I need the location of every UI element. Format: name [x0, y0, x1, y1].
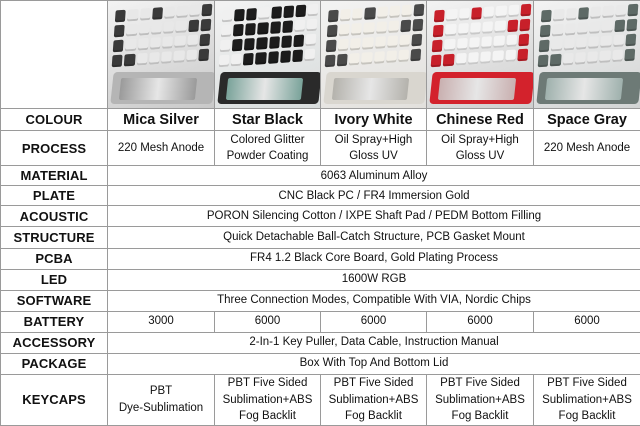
keycap [388, 20, 399, 33]
keycap [553, 9, 564, 22]
spec-value [534, 131, 640, 166]
keycap [410, 49, 421, 62]
spec-value: Box With Top And Bottom Lid [108, 353, 640, 374]
spec-value-line: Powder Coating [226, 150, 309, 163]
keycap [520, 4, 531, 17]
keycap [177, 5, 188, 18]
spec-row-process [1, 131, 640, 166]
keycap [566, 8, 577, 21]
spec-row-acoustic [1, 206, 640, 227]
keycap [538, 55, 549, 68]
keycap [350, 38, 361, 51]
keycap [552, 24, 563, 37]
keycap [268, 51, 279, 64]
colour-name: Chinese Red [427, 109, 534, 131]
spec-value-line: 6000 [360, 315, 387, 328]
keycap [625, 34, 636, 47]
keycap [234, 9, 245, 22]
keycap [187, 35, 198, 48]
corner-cell [1, 1, 108, 109]
spec-value-line: Sublimation+ABS [222, 393, 313, 406]
keycap [456, 38, 467, 51]
keycap [244, 38, 255, 51]
keycap [615, 5, 626, 18]
spec-value-line: Dye-Sublimation [118, 401, 204, 414]
keycap [352, 8, 363, 21]
row-label: COLOUR [1, 109, 108, 131]
keycap [455, 53, 466, 66]
spec-value-line: 220 Mesh Anode [117, 142, 205, 154]
keycap [137, 38, 148, 51]
keycap [577, 22, 588, 35]
keyboard-illustration [427, 1, 533, 108]
keycap [174, 35, 185, 48]
keyboard-illustration [534, 1, 640, 108]
keycap [164, 6, 175, 19]
keycap [136, 53, 147, 66]
keyboard-image [427, 1, 534, 109]
keycap [519, 19, 530, 32]
keycap [280, 50, 291, 63]
keycap [496, 5, 507, 18]
keycap [149, 52, 160, 65]
spec-row-package [1, 353, 640, 374]
spec-value [215, 374, 321, 425]
keycap [400, 20, 411, 33]
keycap [337, 54, 348, 67]
keycap [327, 25, 338, 38]
keycap [599, 50, 610, 63]
spec-value [108, 374, 215, 425]
keycap [413, 4, 424, 17]
keyboard-image [108, 1, 215, 109]
keycap [233, 24, 244, 37]
keycap [246, 8, 257, 21]
keycap [576, 37, 587, 50]
keycap [126, 24, 137, 37]
spec-row-software [1, 290, 640, 311]
spec-value: 6063 Aluminum Alloy [108, 166, 640, 186]
keycap [232, 39, 243, 52]
spec-value [534, 311, 640, 332]
spec-value-line: Fog Backlit [345, 410, 402, 423]
spec-value [321, 311, 427, 332]
spec-value [321, 131, 427, 166]
keycap [328, 10, 339, 23]
row-label: PLATE [1, 186, 108, 206]
keycap [201, 4, 212, 17]
keycap [401, 5, 412, 18]
spec-value-line: PBT [149, 385, 173, 398]
keycap [222, 10, 233, 23]
keycap [221, 25, 232, 38]
keycap [386, 50, 397, 63]
keycap [199, 34, 210, 47]
keycap [127, 9, 138, 22]
spec-row-accessory [1, 332, 640, 353]
keycap [505, 49, 516, 62]
spec-row-plate [1, 186, 640, 206]
keycap [589, 21, 600, 34]
keycap [578, 7, 589, 20]
row-label: PROCESS [1, 131, 108, 166]
keycap [138, 23, 149, 36]
spec-value-line: PBT Five Sided [227, 376, 308, 389]
keycap [271, 6, 282, 19]
spec-value [215, 311, 321, 332]
keycap [590, 6, 601, 19]
keycap [471, 7, 482, 20]
keycap [112, 55, 123, 68]
keycap [434, 10, 445, 23]
keycap [508, 5, 519, 18]
spec-row-led [1, 269, 640, 290]
spec-value-line: Sublimation+ABS [435, 393, 525, 406]
spec-value [534, 374, 640, 425]
spec-value-line: 3000 [148, 315, 174, 328]
keycap [600, 35, 611, 48]
keycap [325, 55, 336, 68]
keycap [376, 21, 387, 34]
spec-value-line: 6000 [254, 315, 281, 328]
colour-name: Space Gray [534, 109, 640, 131]
spec-value-line: PBT Five Sided [440, 376, 520, 389]
spec-value-line: Oil Spray+High [441, 133, 519, 146]
colour-row [1, 109, 640, 131]
keycap [256, 37, 267, 50]
row-label: STRUCTURE [1, 227, 108, 248]
keycap [387, 35, 398, 48]
spec-value-line: Gloss UV [455, 150, 505, 163]
keycap [152, 7, 163, 20]
row-label: ACCESSORY [1, 332, 108, 353]
keycap [361, 52, 372, 65]
keycap [198, 49, 209, 62]
keycap [293, 35, 304, 48]
keycap [113, 40, 124, 53]
spec-row-material [1, 166, 640, 186]
spec-row-keycaps [1, 374, 640, 425]
keycap [362, 37, 373, 50]
row-label: ACOUSTIC [1, 206, 108, 227]
keycap [481, 36, 492, 49]
keycap [375, 36, 386, 49]
keycap [151, 22, 162, 35]
keycap [269, 36, 280, 49]
keycap [255, 52, 266, 65]
keycap [411, 34, 422, 47]
keycap [398, 49, 409, 62]
keycap [494, 20, 505, 33]
keycap [551, 39, 562, 52]
keycap [161, 51, 172, 64]
keycap [459, 8, 470, 21]
keycap [518, 34, 529, 47]
keycap [564, 23, 575, 36]
keycap [432, 40, 443, 53]
keycap [445, 24, 456, 37]
keycap [162, 36, 173, 49]
keycap [517, 49, 528, 62]
spec-value: Quick Detachable Ball-Catch Structure, PCB Gasket Mount [108, 227, 640, 248]
keycap [588, 36, 599, 49]
keycap [627, 4, 638, 17]
colour-name: Star Black [215, 109, 321, 131]
spec-value [108, 311, 215, 332]
row-label: PCBA [1, 248, 108, 269]
spec-row-structure [1, 227, 640, 248]
row-label: KEYCAPS [1, 374, 108, 425]
keycap [257, 22, 268, 35]
row-label: MATERIAL [1, 166, 108, 186]
spec-value [321, 374, 427, 425]
keycap [340, 9, 351, 22]
row-label: SOFTWARE [1, 290, 108, 311]
keycap [294, 20, 305, 33]
spec-value-line: 6000 [574, 315, 600, 328]
spec-value-line: 6000 [467, 315, 493, 328]
keycap [281, 35, 292, 48]
keycap [541, 10, 552, 23]
keycap [412, 19, 423, 32]
keycap [306, 19, 317, 32]
keycap [457, 23, 468, 36]
keycap [125, 39, 136, 52]
keycap [612, 49, 623, 62]
spec-value: CNC Black PC / FR4 Immersion Gold [108, 186, 640, 206]
keycap [349, 53, 360, 66]
spec-value-line: Colored Glitter [230, 133, 305, 146]
keycap [163, 21, 174, 34]
keycap [326, 40, 337, 53]
spec-value [427, 131, 534, 166]
keycap [200, 19, 211, 32]
row-label: LED [1, 269, 108, 290]
keycap [189, 5, 200, 18]
keycap [613, 35, 624, 48]
keycap [231, 54, 242, 67]
colour-name: Mica Silver [108, 109, 215, 131]
keycap [468, 52, 479, 65]
spec-value-line: Fog Backlit [558, 410, 616, 423]
keycap [305, 34, 316, 47]
keycap [587, 51, 598, 64]
keycap [575, 52, 586, 65]
spec-value-line: Gloss UV [349, 150, 398, 163]
keycap [364, 7, 375, 20]
spec-value: Three Connection Modes, Compatible With VIA, Nordic Chips [108, 290, 640, 311]
keycap [283, 5, 294, 18]
spec-row-pcba [1, 248, 640, 269]
keycap [603, 5, 614, 18]
keycap [115, 10, 126, 23]
keycap [175, 20, 186, 33]
spec-value-line: Fog Backlit [239, 410, 296, 423]
keyboard-image [321, 1, 427, 109]
spec-value-line: Oil Spray+High [334, 133, 413, 146]
keycap [338, 39, 349, 52]
keycap [245, 23, 256, 36]
spec-value [427, 311, 534, 332]
keycap [470, 22, 481, 35]
keycap [492, 50, 503, 63]
spec-value [427, 374, 534, 425]
keycap [292, 49, 303, 62]
spec-value-line: Fog Backlit [451, 410, 509, 423]
keycap [601, 20, 612, 33]
keyboard-illustration [215, 1, 320, 108]
spec-value: PORON Silencing Cotton / IXPE Shaft Pad / PEDM Bottom Filling [108, 206, 640, 227]
keycap [550, 54, 561, 67]
keycap [446, 9, 457, 22]
keycap [493, 35, 504, 48]
keycap [562, 53, 573, 66]
keycap [219, 55, 230, 68]
spec-value-line: 220 Mesh Anode [543, 142, 631, 154]
keycap [351, 23, 362, 36]
keycap [282, 20, 293, 33]
keycap [540, 25, 551, 38]
spec-value-line: Sublimation+ABS [542, 393, 632, 406]
keycap [377, 6, 388, 19]
keycap [270, 21, 281, 34]
keycap [431, 55, 442, 68]
keycap [124, 54, 135, 67]
keycap [188, 20, 199, 33]
keycap [506, 35, 517, 48]
spec-value: FR4 1.2 Black Core Board, Gold Plating Process [108, 248, 640, 269]
spec-value-line: Sublimation+ABS [328, 393, 419, 406]
row-label: BATTERY [1, 311, 108, 332]
keycap [258, 7, 269, 20]
keycap [443, 54, 454, 67]
keycap [339, 24, 350, 37]
spec-value: 2-In-1 Key Puller, Data Cable, Instruction Manual [108, 332, 640, 353]
spec-value [108, 131, 215, 166]
keycap [483, 6, 494, 19]
keycap [173, 50, 184, 63]
keycap [186, 49, 197, 62]
spec-value: 1600W RGB [108, 269, 640, 290]
keycap [469, 37, 480, 50]
keycap [114, 25, 125, 38]
keycap [433, 25, 444, 38]
keycap [363, 22, 374, 35]
keycap [295, 5, 306, 18]
keycap [399, 35, 410, 48]
spec-value [215, 131, 321, 166]
keyboard-image [534, 1, 640, 109]
keycap [480, 51, 491, 64]
spec-row-battery [1, 311, 640, 332]
colour-name: Ivory White [321, 109, 427, 131]
keycap [624, 49, 635, 62]
keycap [614, 20, 625, 33]
keycap [389, 5, 400, 18]
keycap [220, 40, 231, 53]
keycap [563, 38, 574, 51]
keycap [140, 8, 151, 21]
keyboard-illustration [321, 1, 426, 108]
spec-value-line: PBT Five Sided [547, 376, 627, 389]
image-row [1, 1, 640, 109]
keycap [304, 49, 315, 62]
keycap [150, 37, 161, 50]
row-label: PACKAGE [1, 353, 108, 374]
keycap [444, 39, 455, 52]
keyboard-image [215, 1, 321, 109]
spec-value-line: PBT Five Sided [333, 376, 414, 389]
keycap [307, 4, 318, 17]
keycap [539, 40, 550, 53]
keycap [243, 53, 254, 66]
keycap [374, 51, 385, 64]
keycap [482, 21, 493, 34]
keycap [507, 20, 518, 33]
keycap [626, 19, 637, 32]
keyboard-illustration [108, 1, 214, 108]
